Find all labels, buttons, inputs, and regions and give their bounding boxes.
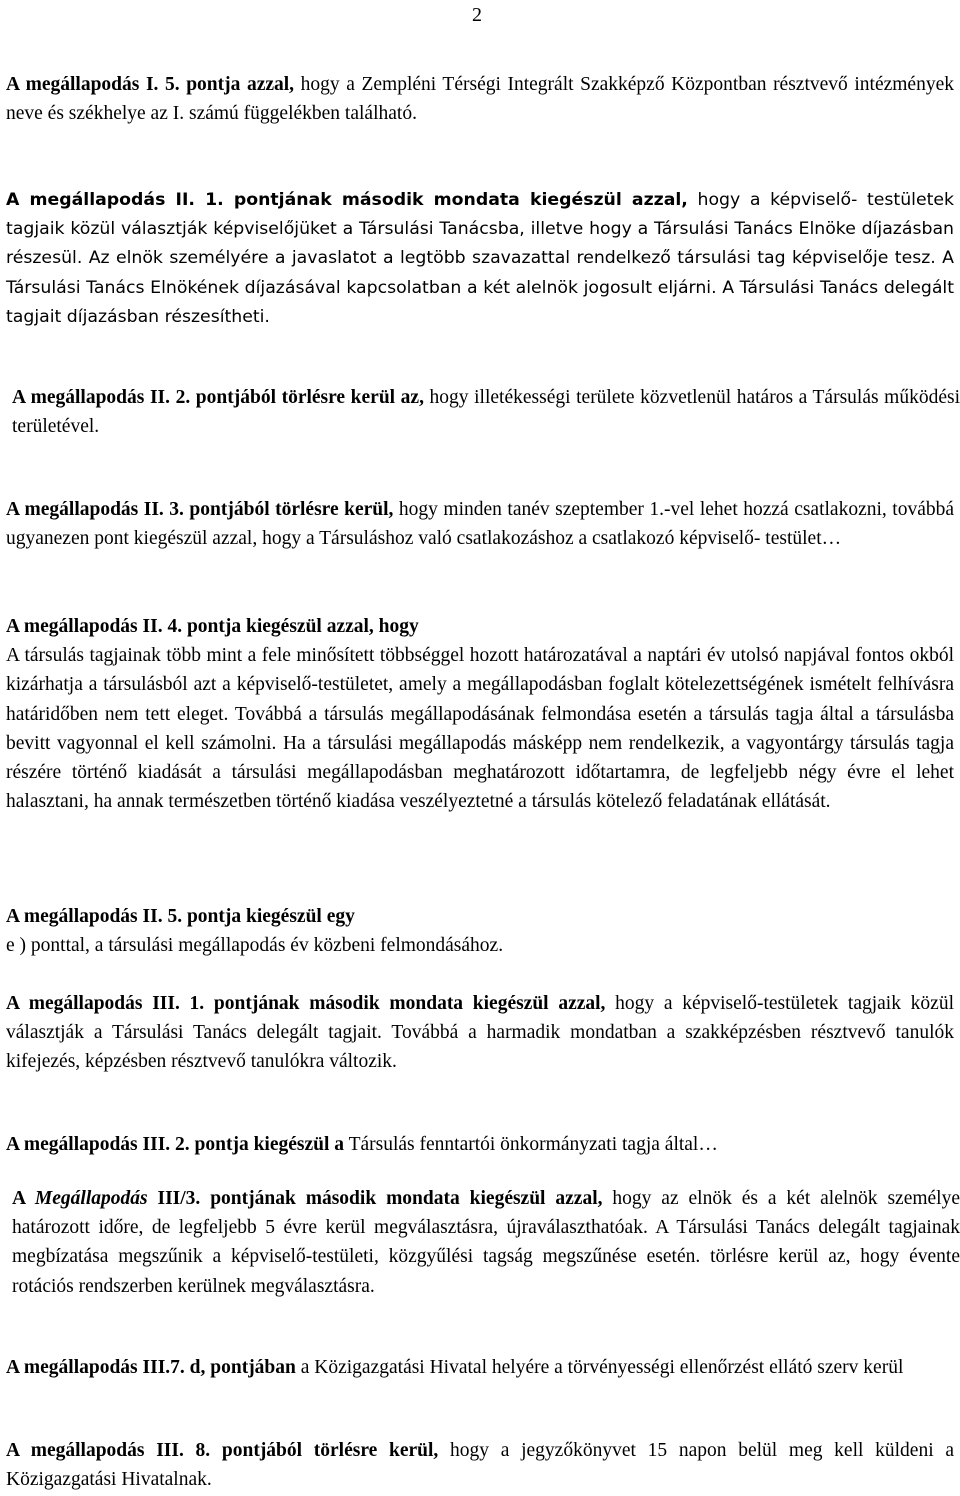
- paragraph-text: Társulás fenntartói önkormányzati tagja által…: [344, 1134, 718, 1155]
- paragraph-heading: A megállapodás III. 2. pontja kiegészül a: [6, 1134, 345, 1155]
- paragraph-heading: A megállapodás II. 5. pontja kiegészül egy: [6, 906, 355, 927]
- paragraph-text: hogy a képviselő- testületek tagjaik közül választják képviselőjüket a Társulási Tanácsba, illetve hogy a Társulási Tanács Elnöke díjazásban részesül. Az elnök személyére a javaslatot a legtöbb szavazattal rendelkező társulási tag képviselője tesz. A Társulási Tanács Elnökének díjazásával kapcsolatban a két alelnök jogosult eljárni. A Társulási Tanács delegált tagjait díjazásban részesítheti.: [6, 190, 954, 327]
- paragraph-iii-2: [6, 1130, 954, 1159]
- paragraph-ii-4: [6, 612, 954, 816]
- paragraph-iii-1: [6, 989, 954, 1077]
- paragraph-heading: A megállapodás I. 5. pontja azzal,: [6, 74, 295, 95]
- paragraph-heading: A megállapodás II. 3. pontjából törlésre kerül,: [6, 499, 394, 520]
- paragraph-text: hogy a jegyzőkönyvet 15 napon belül meg kell küldeni a Közigazgatási Hivatalnak.: [6, 1440, 954, 1491]
- paragraph-heading: A megállapodás II. 1. pontjának második mondata kiegészül azzal,: [6, 190, 688, 210]
- paragraph-i-5: [6, 70, 954, 128]
- paragraph-iii-3: [6, 1184, 960, 1301]
- paragraph-heading-italic: Megállapodás: [34, 1188, 148, 1209]
- paragraph-text: hogy a képviselő-testületek tagjaik közül választják a Társulási Tanács delegált tagjait. Továbbá a harmadik mondatban a szakképzésben résztvevő tanulók kifejezés, képzésben résztvevő tanulókra változik.: [6, 993, 955, 1073]
- paragraph-heading: A megállapodás III.7. d, pontjában: [6, 1357, 296, 1378]
- paragraph-ii-3: [6, 495, 954, 553]
- page-number: 2: [472, 4, 482, 26]
- paragraph-iii-7: [6, 1353, 954, 1382]
- paragraph-heading: A megállapodás II. 2. pontjából törlésre kerül az,: [12, 387, 424, 408]
- paragraph-ii-2: [6, 383, 960, 441]
- paragraph-text: e ) ponttal, a társulási megállapodás év közbeni felmondásához.: [6, 935, 504, 957]
- paragraph-heading: A megállapodás III. 1. pontjának második mondata kiegészül azzal,: [6, 993, 606, 1014]
- paragraph-ii-1: [6, 186, 954, 332]
- paragraph-text: A társulás tagjainak több mint a fele minősített többséggel hozott határozatával a naptári év utolsó napjával fontos okból kizárhatja a társulásból azt a képviselő-testületet, amely a megállapodásban foglalt kötelezettségének ismételt felhívásra határidőben nem tett eleget. Továbbá a társulás megállapodásának felmondása esetén a társulás tagja által a társulásba bevitt vagyonnal el kell számolni. Ha a társulási megállapodás másképp nem rendelkezik, a vagyontárgy társulás tagja részére történő kiadását a társulási megállapodásban meghatározott időtartamra, de legfeljebb négy évre el lehet halasztani, ha annak természetben történő kiadása veszélyeztetné a társulás kötelező feladatának ellátását.: [6, 645, 954, 813]
- paragraph-iii-8: [6, 1436, 954, 1494]
- paragraph-ii-5: [6, 902, 954, 960]
- paragraph-text: hogy illetékességi területe közvetlenül határos a Társulás működési területével.: [12, 387, 960, 438]
- paragraph-heading-b: III/3. pontjának második mondata kiegészül azzal,: [147, 1188, 603, 1209]
- paragraph-heading: A megállapodás II. 4. pontja kiegészül azzal, hogy: [6, 616, 419, 637]
- paragraph-text: hogy az elnök és a két alelnök személye határozott időre, de legfeljebb 5 évre kerül megválasztásra, újraválaszthatóak. A Társulási Tanács delegált tagjainak megbízatása megszűnik a képviselő-testületi, közgyűlési tagság megszűnése esetén. törlésre kerül az, hogy évente rotációs rendszerben kerülnek megválasztásra.: [12, 1188, 960, 1297]
- paragraph-text: a Közigazgatási Hivatal helyére a törvényességi ellenőrzést ellátó szerv kerül: [295, 1357, 904, 1378]
- paragraph-heading-a: A: [12, 1188, 35, 1209]
- paragraph-text: hogy minden tanév szeptember 1.-vel lehet hozzá csatlakozni, továbbá ugyanezen pont kiegészül azzal, hogy a Társuláshoz való csatlakozáshoz a csatlakozó képviselő- testület…: [6, 499, 954, 550]
- paragraph-text: hogy a Zempléni Térségi Integrált Szakképző Központban résztvevő intézmények neve és székhelye az I. számú függelékben található.: [6, 74, 954, 125]
- paragraph-heading: A megállapodás III. 8. pontjából törlésre kerül,: [6, 1440, 439, 1461]
